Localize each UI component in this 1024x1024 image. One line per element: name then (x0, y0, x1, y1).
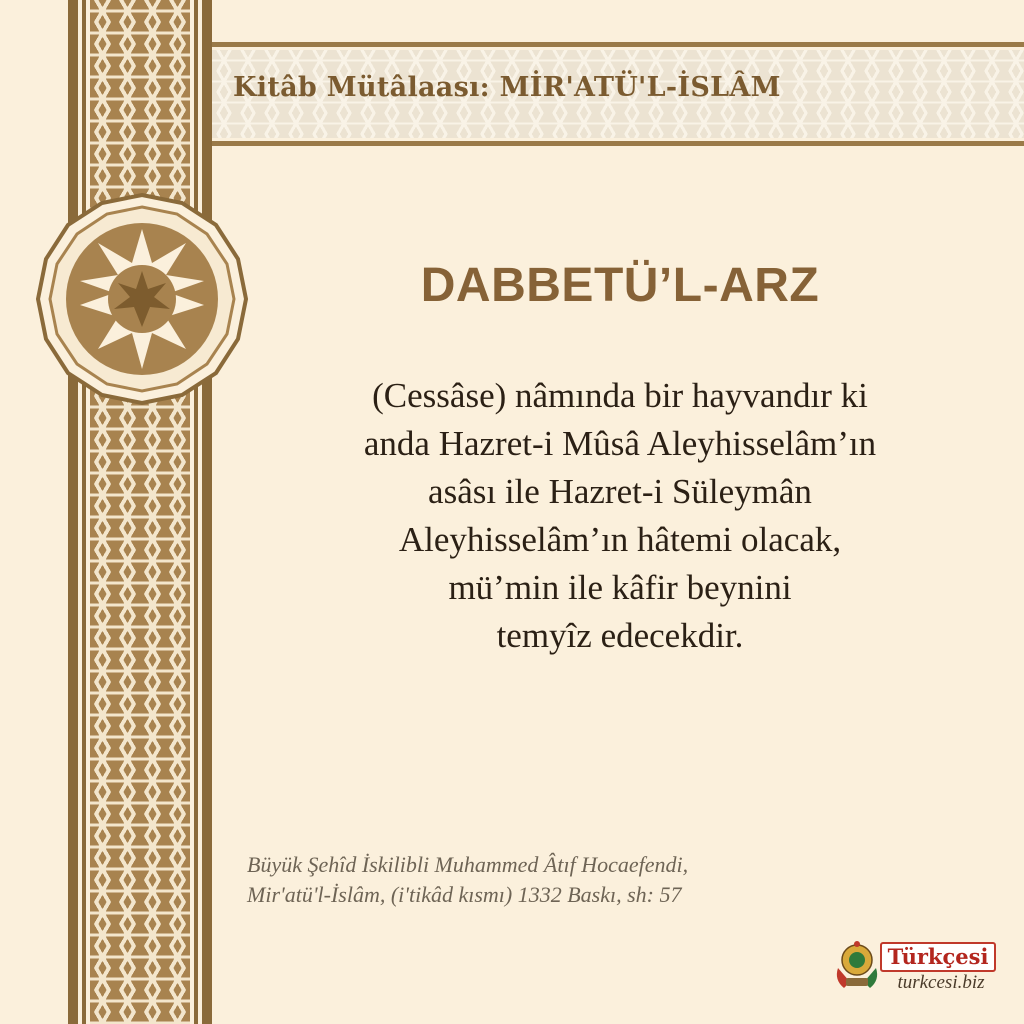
body-line: asâsı ile Hazret-i Süleymân (428, 472, 812, 511)
citation-line: Mir'atü'l-İslâm, (i'tikâd kısmı) 1332 Baskı, sh: 57 (247, 882, 682, 907)
body-line: temyîz edecekdir. (496, 616, 744, 655)
geometric-pattern (90, 0, 190, 1024)
citation-line: Büyük Şehîd İskilibli Muhammed Âtıf Hocaefendi, (247, 852, 689, 877)
page-title: DABBETÜ’L-ARZ (420, 259, 820, 312)
body-line: anda Hazret-i Mûsâ Aleyhisselâm’ın (363, 424, 877, 463)
body-line: Aleyhisselâm’ın hâtemi olacak, (398, 520, 842, 559)
left-ornamental-border (68, 0, 212, 1024)
body-text (240, 372, 1000, 660)
body-line: (Cessâse) nâmında bir hayvandır ki (372, 376, 868, 415)
brand-name: Türkçesi (880, 942, 996, 972)
ottoman-emblem-icon (832, 938, 882, 994)
header-title: Kitâb Mütâlaası: MİR'ATÜ'L-İSLÂM (233, 72, 781, 103)
brand-url: turkcesi.biz (897, 972, 985, 993)
body-line: mü’min ile kâfir beynini (448, 568, 792, 607)
citation (247, 850, 947, 910)
brand-logo (832, 938, 1000, 996)
rosette-medallion (36, 193, 248, 405)
